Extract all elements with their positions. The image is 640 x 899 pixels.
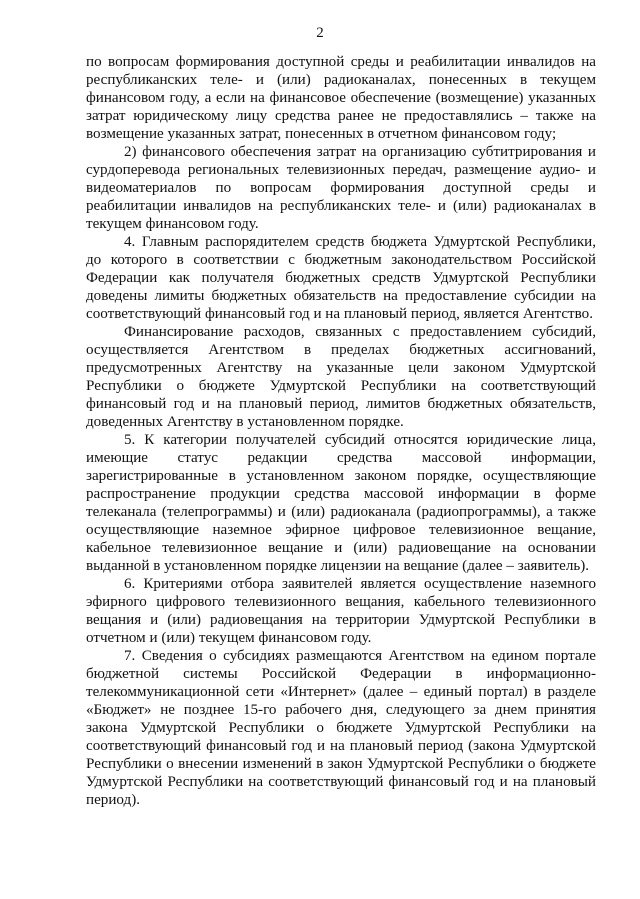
paragraph-clause-5: 5. К категории получателей субсидий относятся юридические лица, имеющие статус редакции средства массовой информации, зарегистрированные в установленном законом порядке, осуществляющие распространение продукции средства массовой информации в форме телеканала (телепрограммы) и (или) радиоканала (радиопрограммы), а также осуществляющие наземное эфирное цифровое телевизионное вещание, кабельное телевизионное вещание и (или) радиовещание на основании выданной в установленном порядке лицензии на вещание (далее – заявитель).: [86, 432, 596, 574]
paragraph-clause-7: 7. Сведения о субсидиях размещаются Агентством на едином портале бюджетной системы Российской Федерации в информационно-телекоммуникационной сети «Интернет» (далее – единый портал) в разделе «Бюджет» не позднее 15-го рабочего дня, следующего за днем принятия закона Удмуртской Республики о бюджете Удмуртской Республики на соответствующий финансовый год и на плановый период (закона Удмуртской Республики о внесении изменений в закон Удмуртской Республики о бюджете Удмуртской Республики на соответствующий финансовый год и на плановый период).: [86, 648, 596, 808]
paragraph-item-2: 2) финансового обеспечения затрат на организацию субтитрирования и сурдоперевода региональных телевизионных передач, размещение аудио- и видеоматериалов по вопросам формирования доступной среды и реабилитации инвалидов на республиканских теле- и (или) радиоканалах в текущем финансовом году.: [86, 144, 596, 232]
document-body: [86, 53, 596, 809]
paragraph-clause-4: 4. Главным распорядителем средств бюджета Удмуртской Республики, до которого в соответствии с бюджетным законодательством Российской Федерации как получателя бюджетных средств Удмуртской Республики доведены лимиты бюджетных обязательств на предоставление субсидии на соответствующий финансовый год и на плановый период, является Агентство.: [86, 234, 596, 322]
paragraph-continuation: по вопросам формирования доступной среды и реабилитации инвалидов на республиканских теле- и (или) радиоканалах, понесенных в текущем финансовом году, а если на финансовое обеспечение (возмещение) указанных затрат юридическому лицу средства ранее не предоставлялись – также на возмещение указанных затрат, понесенных в отчетном финансовом году;: [86, 54, 596, 142]
paragraph-financing: Финансирование расходов, связанных с предоставлением субсидий, осуществляется Агентством в пределах бюджетных ассигнований, предусмотренных Агентству на указанные цели законом Удмуртской Республики о бюджете Удмуртской Республики на соответствующий финансовый год и на плановый период, лимитов бюджетных обязательств, доведенных Агентству в установленном порядке.: [86, 324, 596, 430]
paragraph-clause-6: 6. Критериями отбора заявителей является осуществление наземного эфирного цифрового телевизионного вещания, кабельного телевизионного вещания и (или) радиовещания на территории Удмуртской Республики в отчетном и (или) текущем финансовом году.: [86, 576, 596, 646]
page-number: 2: [316, 25, 324, 41]
